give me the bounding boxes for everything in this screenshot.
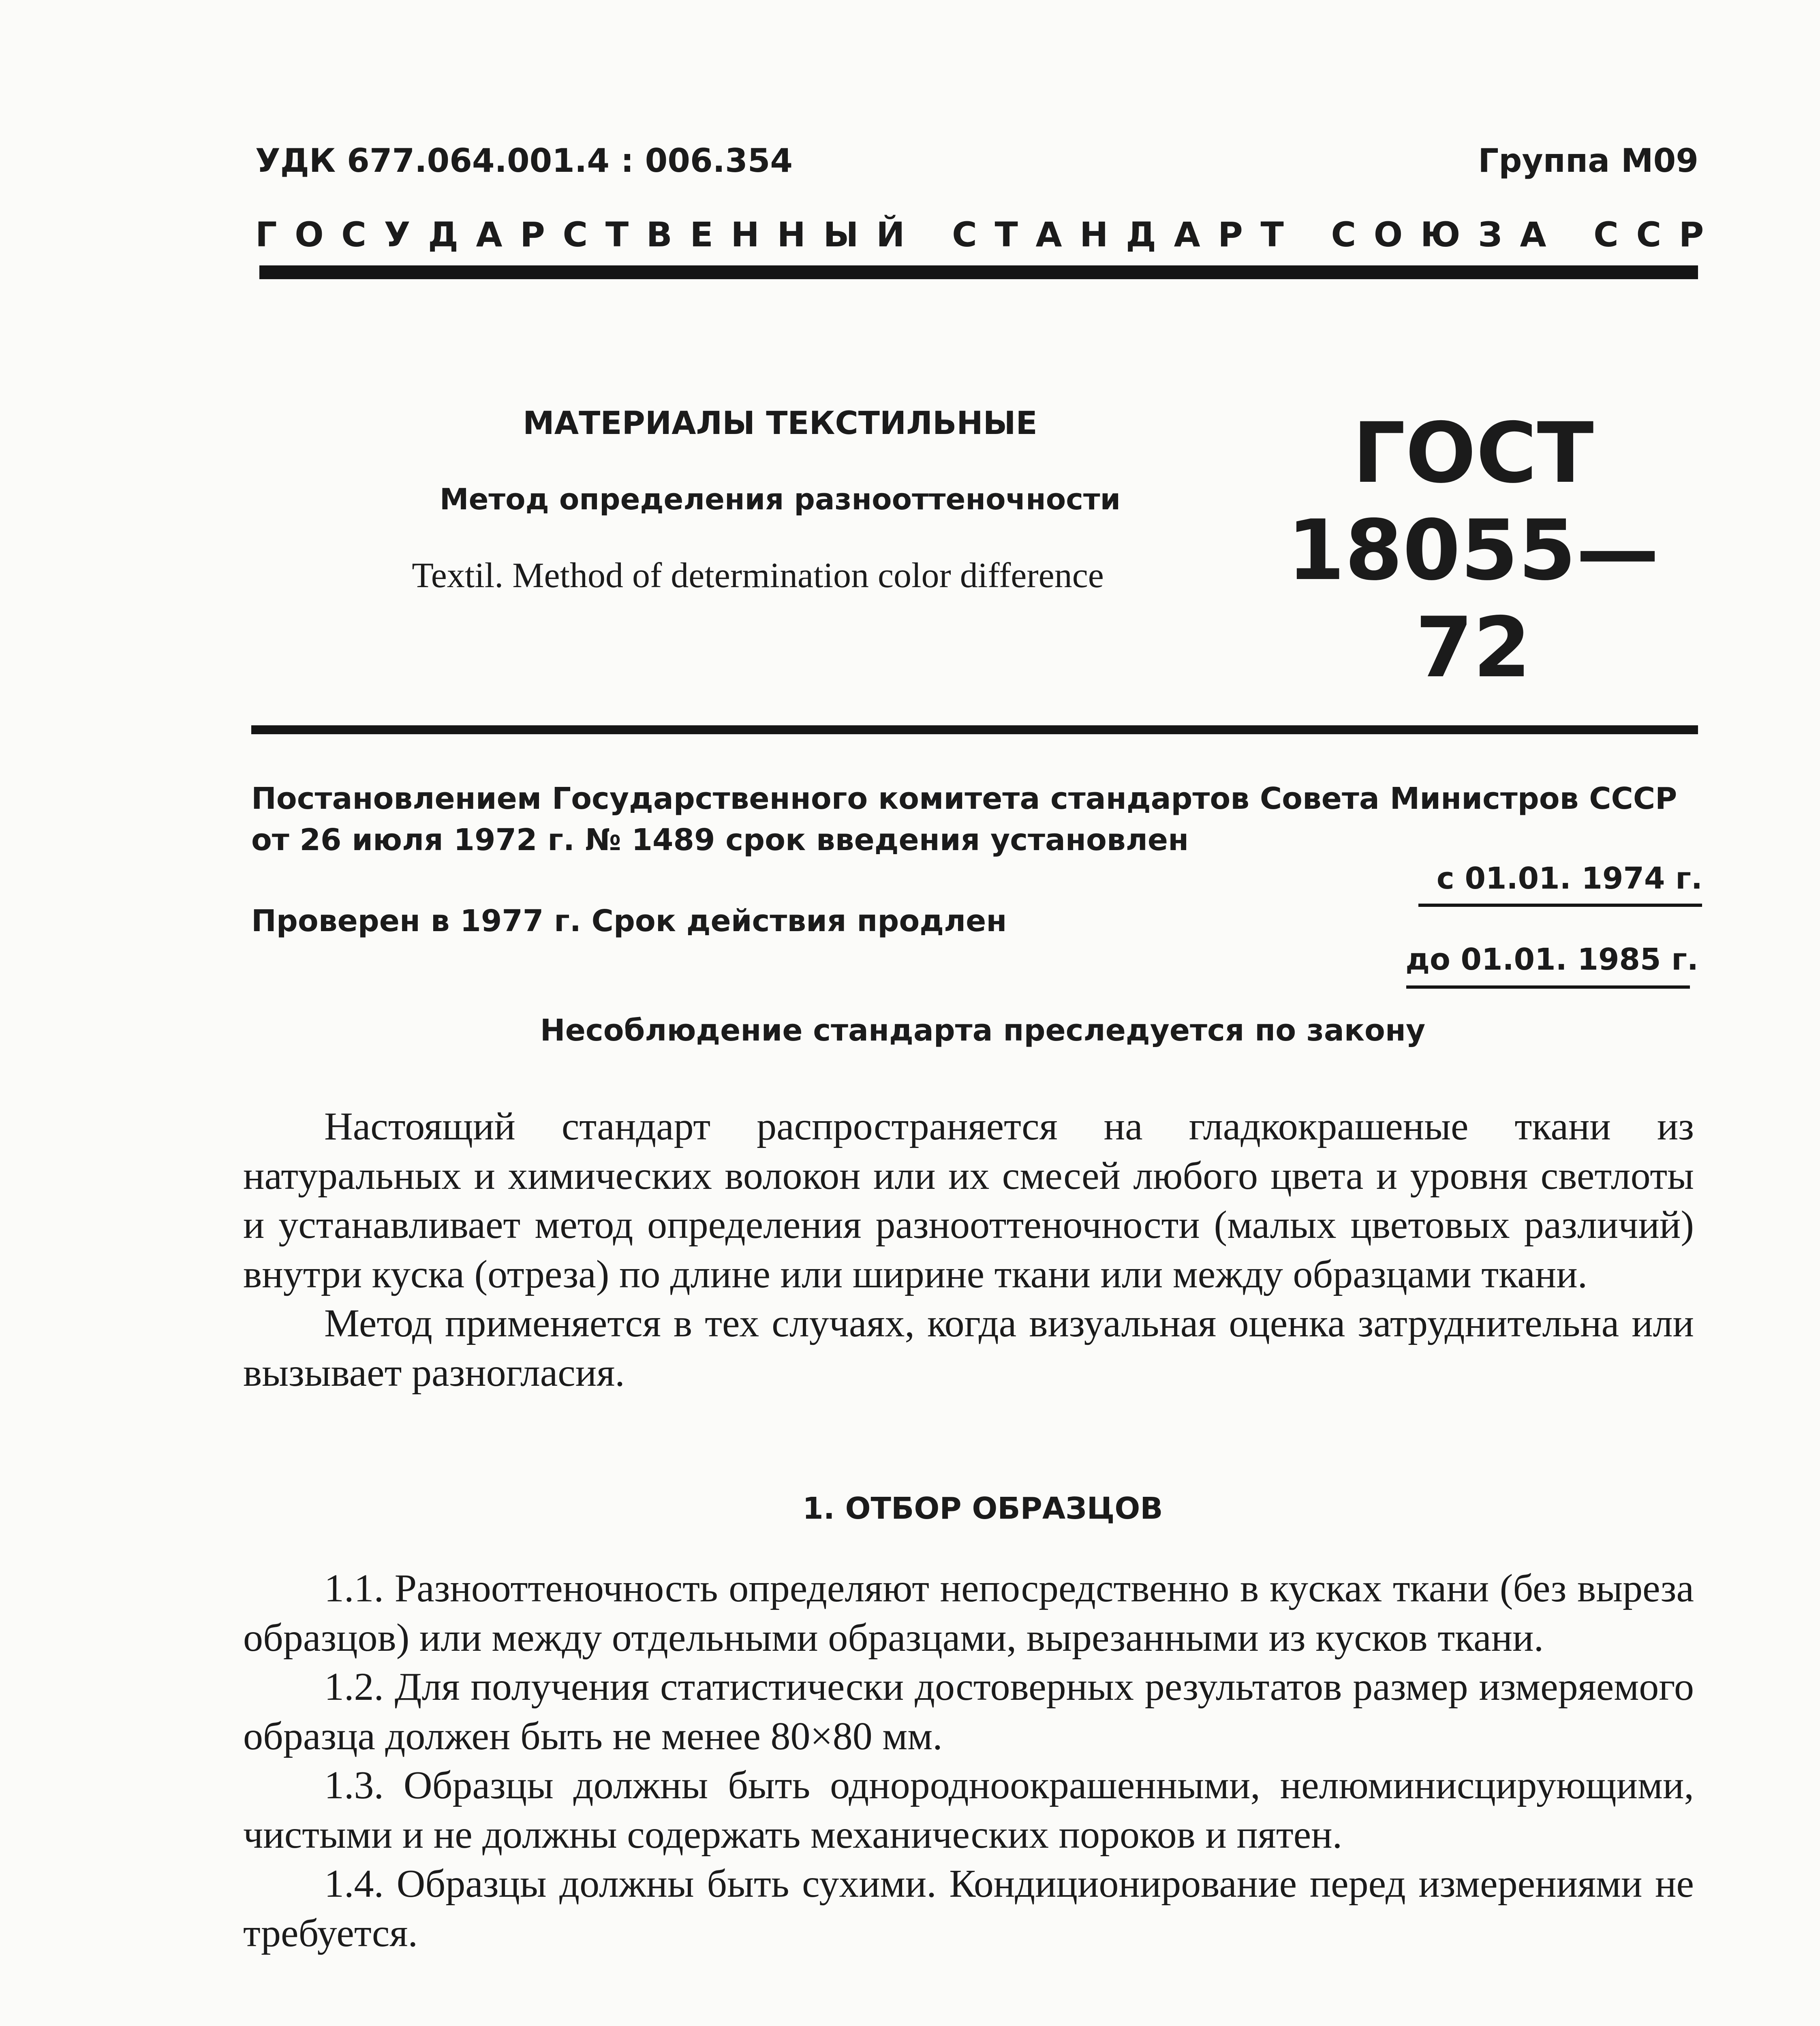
effective-from-date: с 01.01. 1974 г. — [1436, 861, 1702, 896]
effective-until-date: до 01.01. 1985 г. — [1405, 942, 1698, 977]
document-title: МАТЕРИАЛЫ ТЕКСТИЛЬНЫЕ — [523, 405, 1037, 442]
gost-block — [1260, 405, 1686, 697]
english-title: Textil. Method of determination color difference — [412, 556, 1104, 595]
title-divider — [251, 725, 1698, 734]
gost-number: 18055—72 — [1287, 502, 1660, 696]
section-1-body — [243, 1564, 1694, 1958]
clause-1-2: 1.2. Для получения статистически достоверных результатов размер измеряемого образца должен быть не менее 80×80 мм. — [243, 1665, 1694, 1758]
header-divider — [259, 265, 1698, 279]
clause-1-1: 1.1. Разнооттеночность определяют непосредственно в кусках ткани (без выреза образцов) или между отдельными образцами, вырезанными из кусков ткани. — [243, 1567, 1694, 1660]
state-standard-banner: ГОСУДАРСТВЕННЫЙ СТАНДАРТ СОЮЗА ССР — [255, 215, 1722, 254]
clause-1-3: 1.3. Образцы должны быть однородноокрашенными, нелюминисцирующими, чистыми и не должны содержать механических пороков и пятен. — [243, 1763, 1694, 1857]
intro-paragraph: Настоящий стандарт распространяется на гладкокрашеные ткани из натуральных и химических волокон или их смесей любого цвета и уровня светлоты и устанавливает метод определения разнооттеночности (малых цветовых различий) внутри куска (отреза) по длине или ширине ткани или между образцами ткани. — [243, 1105, 1694, 1296]
effective-until-underline — [1406, 985, 1690, 989]
clause-1-4: 1.4. Образцы должны быть сухими. Кондиционирование перед измерениями не требуется. — [243, 1862, 1694, 1955]
checked-note: Проверен в 1977 г. Срок действия продлен — [251, 904, 1007, 938]
group-code: Группа М09 — [1478, 142, 1698, 180]
effective-from-underline — [1418, 904, 1702, 907]
document-subtitle: Метод определения разнооттеночности — [439, 482, 1121, 516]
intro-paragraph: Метод применяется в тех случаях, когда визуальная оценка затруднительна или вызывает разногласия. — [243, 1302, 1694, 1395]
intro-section — [243, 1102, 1694, 1398]
section-heading: 1. ОТБОР ОБРАЗЦОВ — [802, 1491, 1163, 1526]
udk-code: УДК 677.064.001.4 : 006.354 — [255, 142, 793, 180]
gost-label: ГОСТ — [1352, 405, 1594, 502]
legal-warning: Несоблюдение стандарта преследуется по закону — [540, 1013, 1426, 1048]
decree-text: Постановлением Государственного комитета стандартов Совета Министров СССР от 26 июля 1972 г. № 1489 срок введения установлен — [251, 781, 1677, 858]
